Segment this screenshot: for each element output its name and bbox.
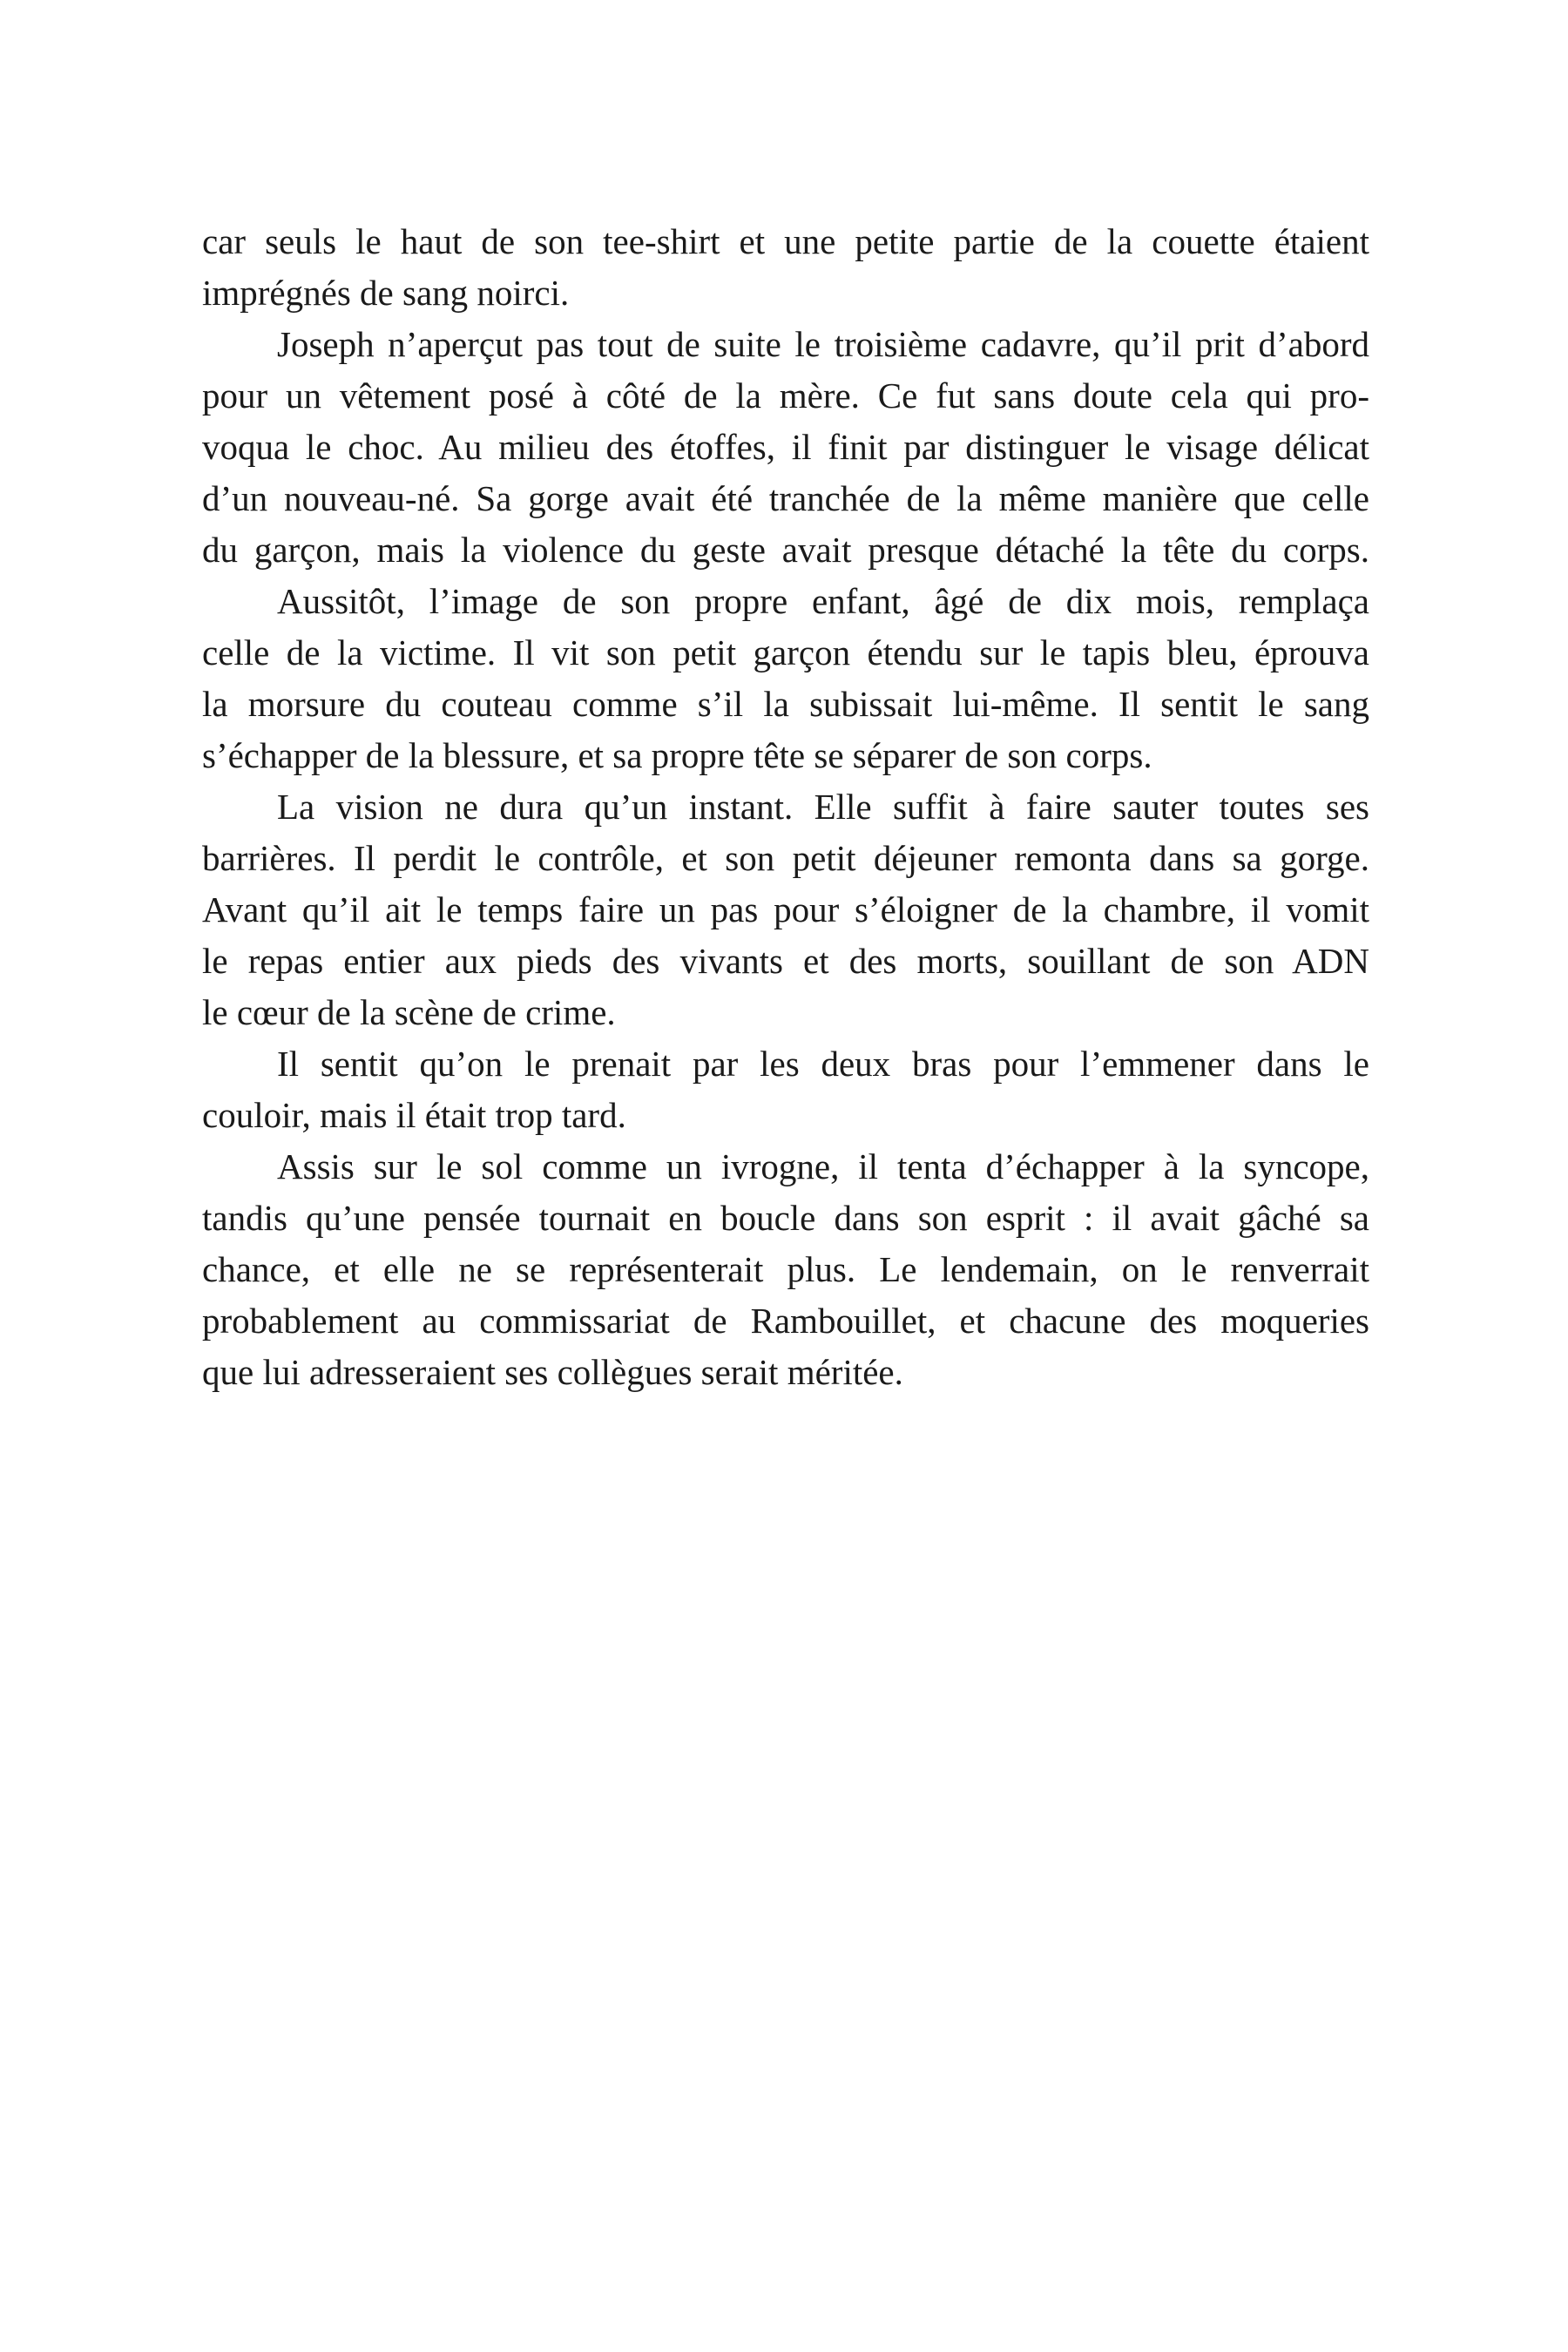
paragraph [202, 319, 1369, 576]
text-line: Avant qu’il ait le temps faire un pas pour s’éloigner de la chambre, il vomit [202, 889, 1369, 929]
text-line: barrières. Il perdit le contrôle, et son petit déjeuner remonta dans sa gorge. [202, 838, 1369, 878]
text-line: le repas entier aux pieds des vivants et des morts, souillant de son ADN [202, 941, 1369, 981]
text-line: voqua le choc. Au milieu des étoffes, il finit par distinguer le visage délicat [202, 427, 1369, 467]
text-line: celle de la victime. Il vit son petit garçon étendu sur le tapis bleu, éprouva [202, 632, 1369, 672]
paragraph [202, 1141, 1369, 1398]
text-line: car seuls le haut de son tee-shirt et une petite partie de la couette étaient [202, 221, 1369, 261]
text-line: pour un vêtement posé à côté de la mère. Ce fut sans doute cela qui pro- [202, 375, 1369, 416]
text-line: tandis qu’une pensée tournait en boucle dans son esprit : il avait gâché sa [202, 1198, 1369, 1238]
text-line: Assis sur le sol comme un ivrogne, il tenta d’échapper à la syncope, [277, 1146, 1369, 1186]
paragraph [202, 216, 1369, 319]
text-line: Aussitôt, l’image de son propre enfant, âgé de dix mois, remplaça [277, 581, 1369, 621]
text-line: probablement au commissariat de Rambouillet, et chacune des moqueries [202, 1301, 1369, 1341]
text-line: que lui adresseraient ses collègues serait méritée. [202, 1352, 903, 1392]
paragraph [202, 576, 1369, 781]
text-line: le cœur de la scène de crime. [202, 992, 616, 1032]
text-line: Joseph n’aperçut pas tout de suite le troisième cadavre, qu’il prit d’abord [277, 324, 1369, 364]
text-line: chance, et elle ne se représenterait plus. Le lendemain, on le renverrait [202, 1249, 1369, 1289]
text-line: imprégnés de sang noirci. [202, 273, 570, 313]
text-line: La vision ne dura qu’un instant. Elle suffit à faire sauter toutes ses [277, 787, 1369, 827]
body-text [202, 216, 1369, 1398]
text-line: du garçon, mais la violence du geste avait presque détaché la tête du corps. [202, 530, 1369, 570]
paragraph [202, 1038, 1369, 1141]
text-line: couloir, mais il était trop tard. [202, 1095, 626, 1135]
paragraph [202, 781, 1369, 1038]
text-line: la morsure du couteau comme s’il la subissait lui-même. Il sentit le sang [202, 684, 1369, 724]
text-line: Il sentit qu’on le prenait par les deux bras pour l’emmener dans le [277, 1044, 1369, 1084]
text-line: s’échapper de la blessure, et sa propre tête se séparer de son corps. [202, 735, 1152, 775]
text-line: d’un nouveau-né. Sa gorge avait été tranchée de la même manière que celle [202, 478, 1369, 518]
